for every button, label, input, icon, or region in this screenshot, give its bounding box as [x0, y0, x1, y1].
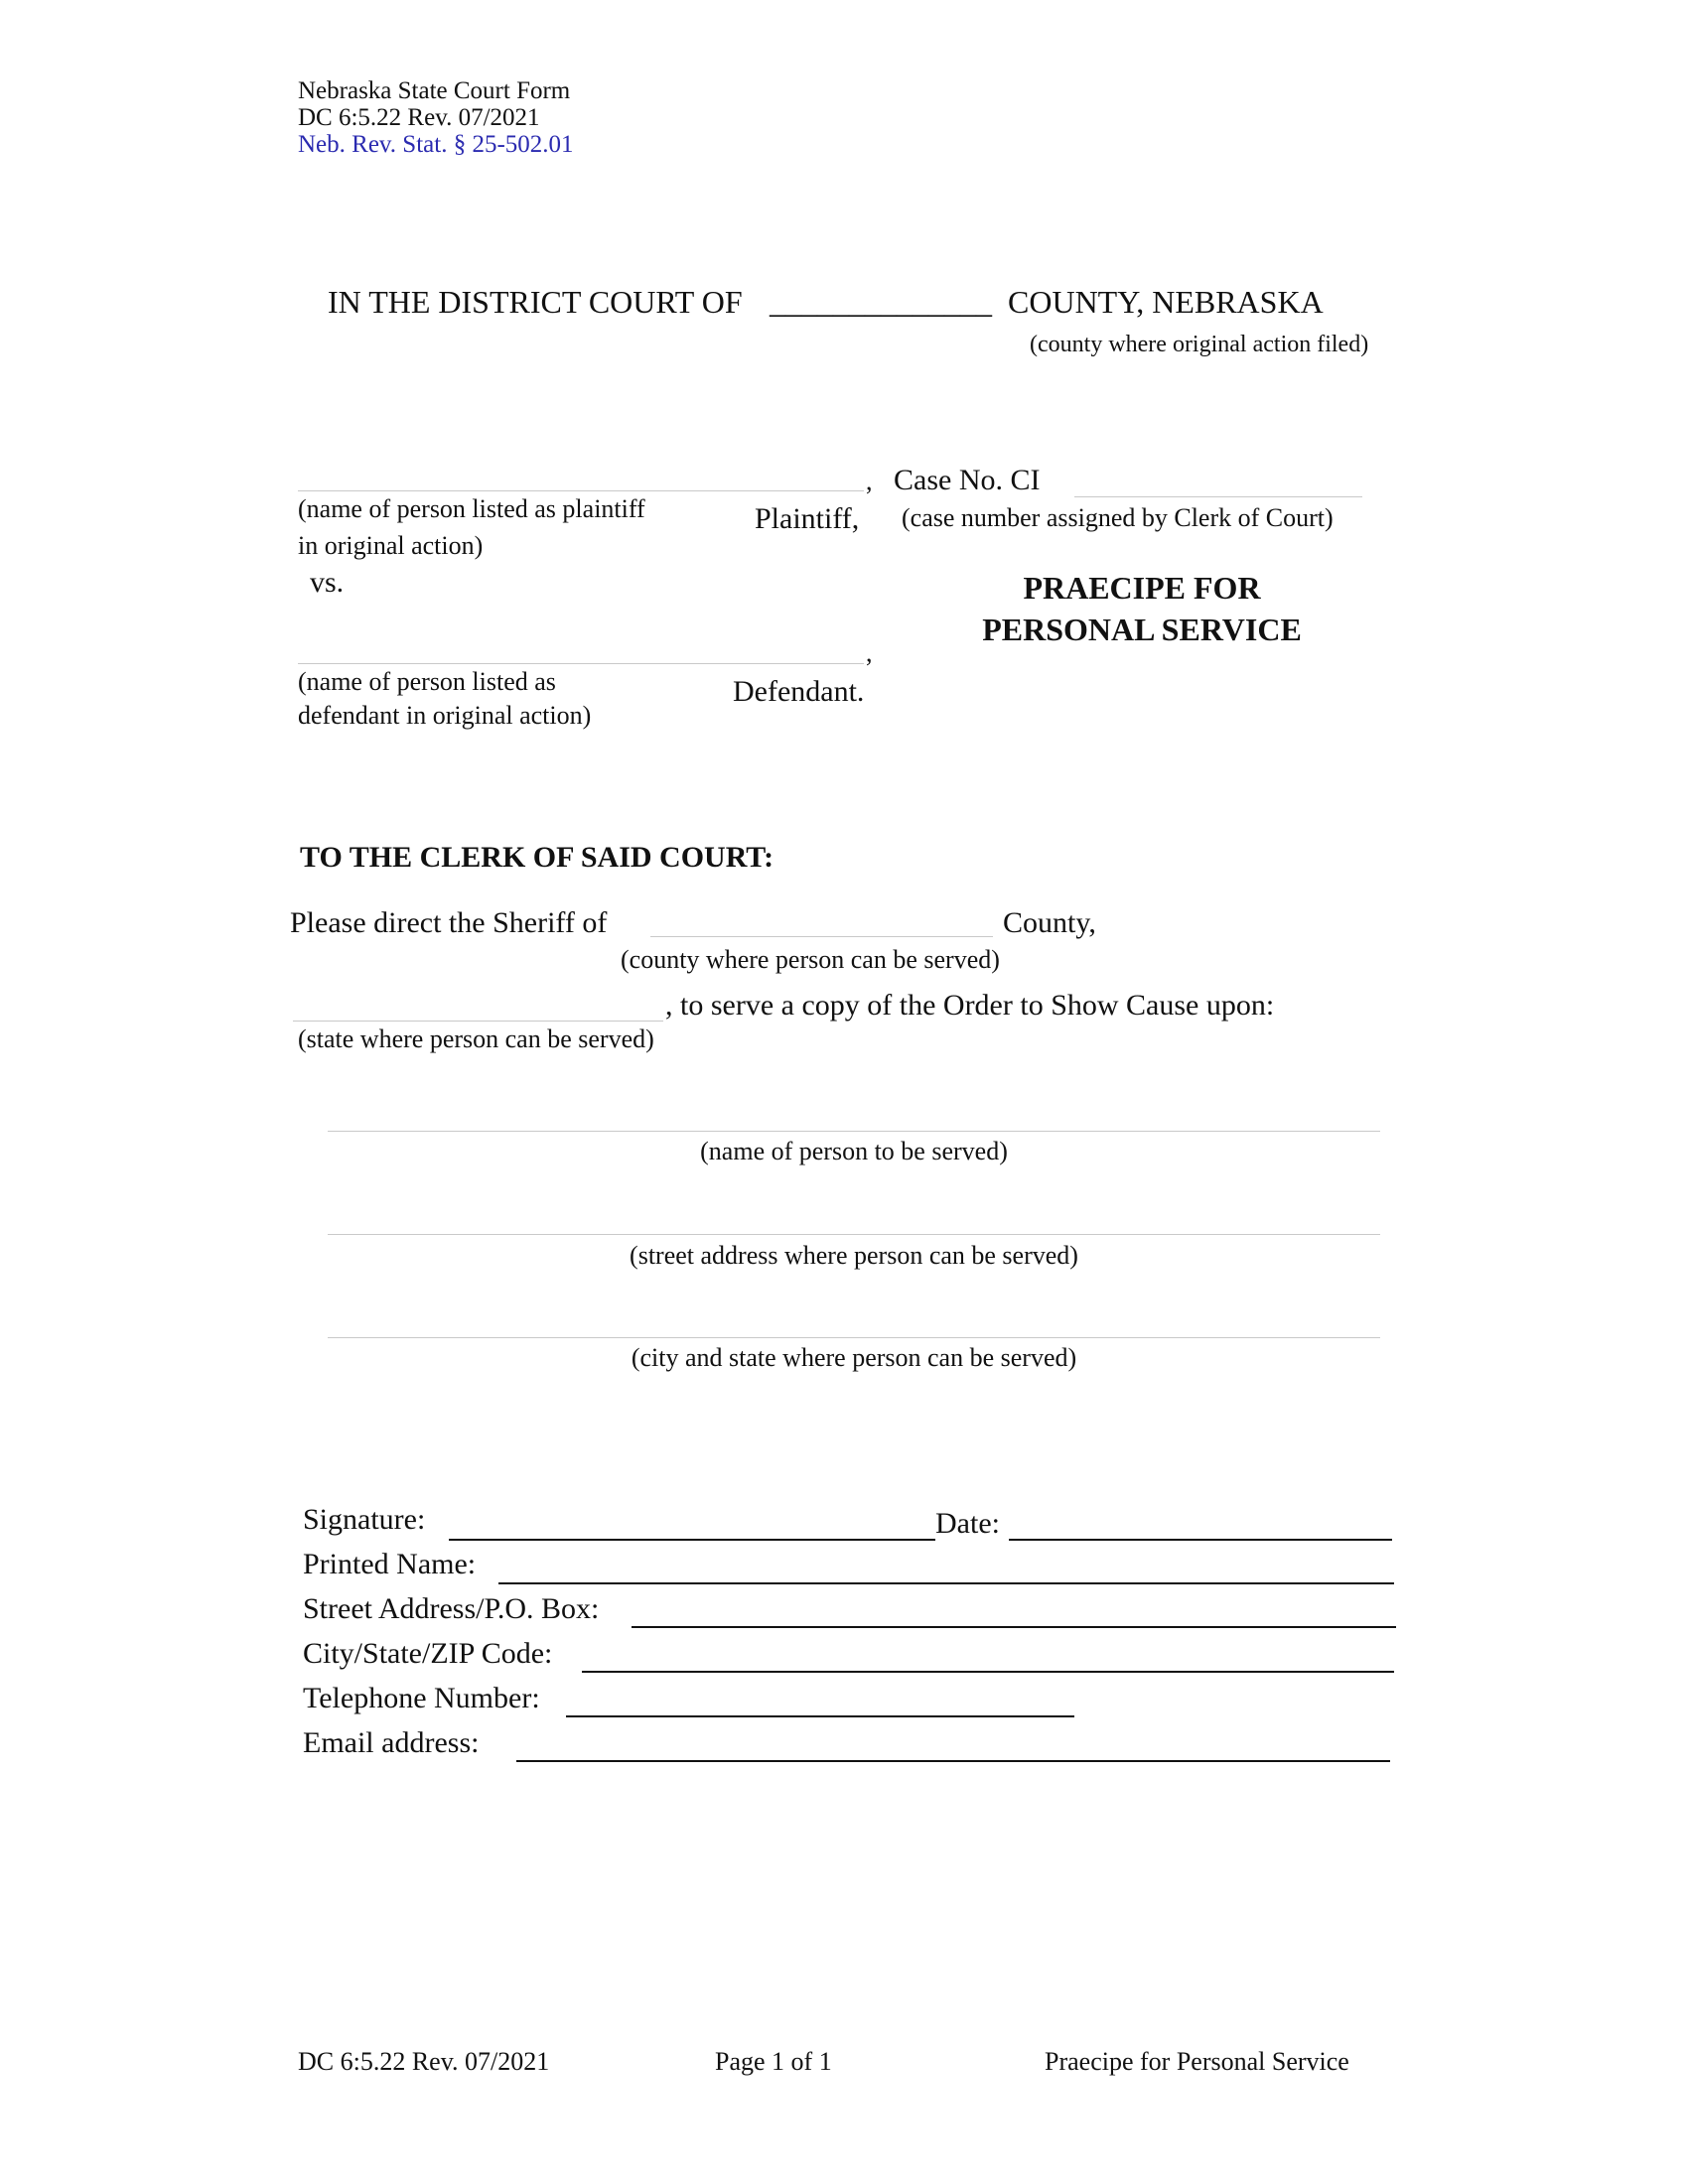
street-served-hint: (street address where person can be served): [630, 1241, 1078, 1270]
city-served-line[interactable]: [328, 1337, 1380, 1338]
email-line[interactable]: [516, 1760, 1390, 1762]
printed-name-line[interactable]: [498, 1582, 1394, 1584]
signature-line[interactable]: [449, 1539, 935, 1541]
footer-page: Page 1 of 1: [715, 2047, 832, 2076]
county-blank[interactable]: ______________: [770, 284, 992, 320]
city-state-zip-line[interactable]: [582, 1671, 1394, 1673]
email-label: Email address:: [303, 1726, 480, 1759]
telephone-line[interactable]: [566, 1715, 1074, 1717]
street-served-line[interactable]: [328, 1234, 1380, 1235]
sheriff-prefix: Please direct the Sheriff of: [290, 906, 608, 939]
county-hint: (county where original action filed): [1030, 332, 1369, 357]
case-no-label: Case No. CI: [894, 464, 1041, 496]
court-suffix: COUNTY, NEBRASKA: [1008, 284, 1324, 320]
defendant-comma: ,: [866, 638, 873, 667]
signature-label: Signature:: [303, 1503, 426, 1536]
plaintiff-label: Plaintiff,: [755, 502, 860, 535]
title-line-1: PRAECIPE FOR: [1023, 570, 1261, 606]
plaintiff-hint-2: in original action): [298, 531, 484, 560]
state-line[interactable]: [293, 1021, 663, 1022]
name-served-line[interactable]: [328, 1131, 1380, 1132]
state-hint: (state where person can be served): [298, 1024, 654, 1053]
telephone-label: Telephone Number:: [303, 1682, 540, 1714]
title-line-2: PERSONAL SERVICE: [982, 612, 1302, 647]
case-no-line[interactable]: [1074, 496, 1362, 497]
case-no-hint: (case number assigned by Clerk of Court): [902, 503, 1334, 532]
date-label: Date:: [935, 1507, 1000, 1540]
printed-name-label: Printed Name:: [303, 1548, 477, 1580]
street-address-line[interactable]: [632, 1626, 1396, 1628]
plaintiff-line[interactable]: [298, 490, 864, 491]
court-prefix: IN THE DISTRICT COURT OF: [328, 284, 743, 320]
city-served-hint: (city and state where person can be served): [631, 1343, 1077, 1372]
defendant-label: Defendant.: [733, 675, 865, 708]
footer-title: Praecipe for Personal Service: [1045, 2047, 1349, 2076]
street-address-label: Street Address/P.O. Box:: [303, 1592, 600, 1625]
city-state-zip-label: City/State/ZIP Code:: [303, 1637, 553, 1670]
footer-form-id: DC 6:5.22 Rev. 07/2021: [298, 2047, 550, 2076]
form-id: DC 6:5.22 Rev. 07/2021: [298, 104, 540, 131]
to-clerk-heading: TO THE CLERK OF SAID COURT:: [300, 841, 774, 874]
county-served-hint: (county where person can be served): [621, 945, 1000, 974]
vs-label: vs.: [310, 566, 345, 599]
statute-link[interactable]: Neb. Rev. Stat. § 25-502.01: [298, 131, 574, 158]
defendant-hint-1: (name of person listed as: [298, 667, 556, 696]
sheriff-county-line[interactable]: [650, 936, 993, 937]
name-served-hint: (name of person to be served): [700, 1137, 1008, 1165]
serve-text: , to serve a copy of the Order to Show Cause upon:: [665, 989, 1275, 1022]
date-line[interactable]: [1009, 1539, 1392, 1541]
sheriff-suffix: County,: [1003, 906, 1096, 939]
defendant-hint-2: defendant in original action): [298, 701, 592, 730]
plaintiff-hint-1: (name of person listed as plaintiff: [298, 494, 645, 523]
plaintiff-comma: ,: [866, 467, 873, 495]
form-name: Nebraska State Court Form: [298, 77, 571, 104]
defendant-line[interactable]: [298, 663, 864, 664]
